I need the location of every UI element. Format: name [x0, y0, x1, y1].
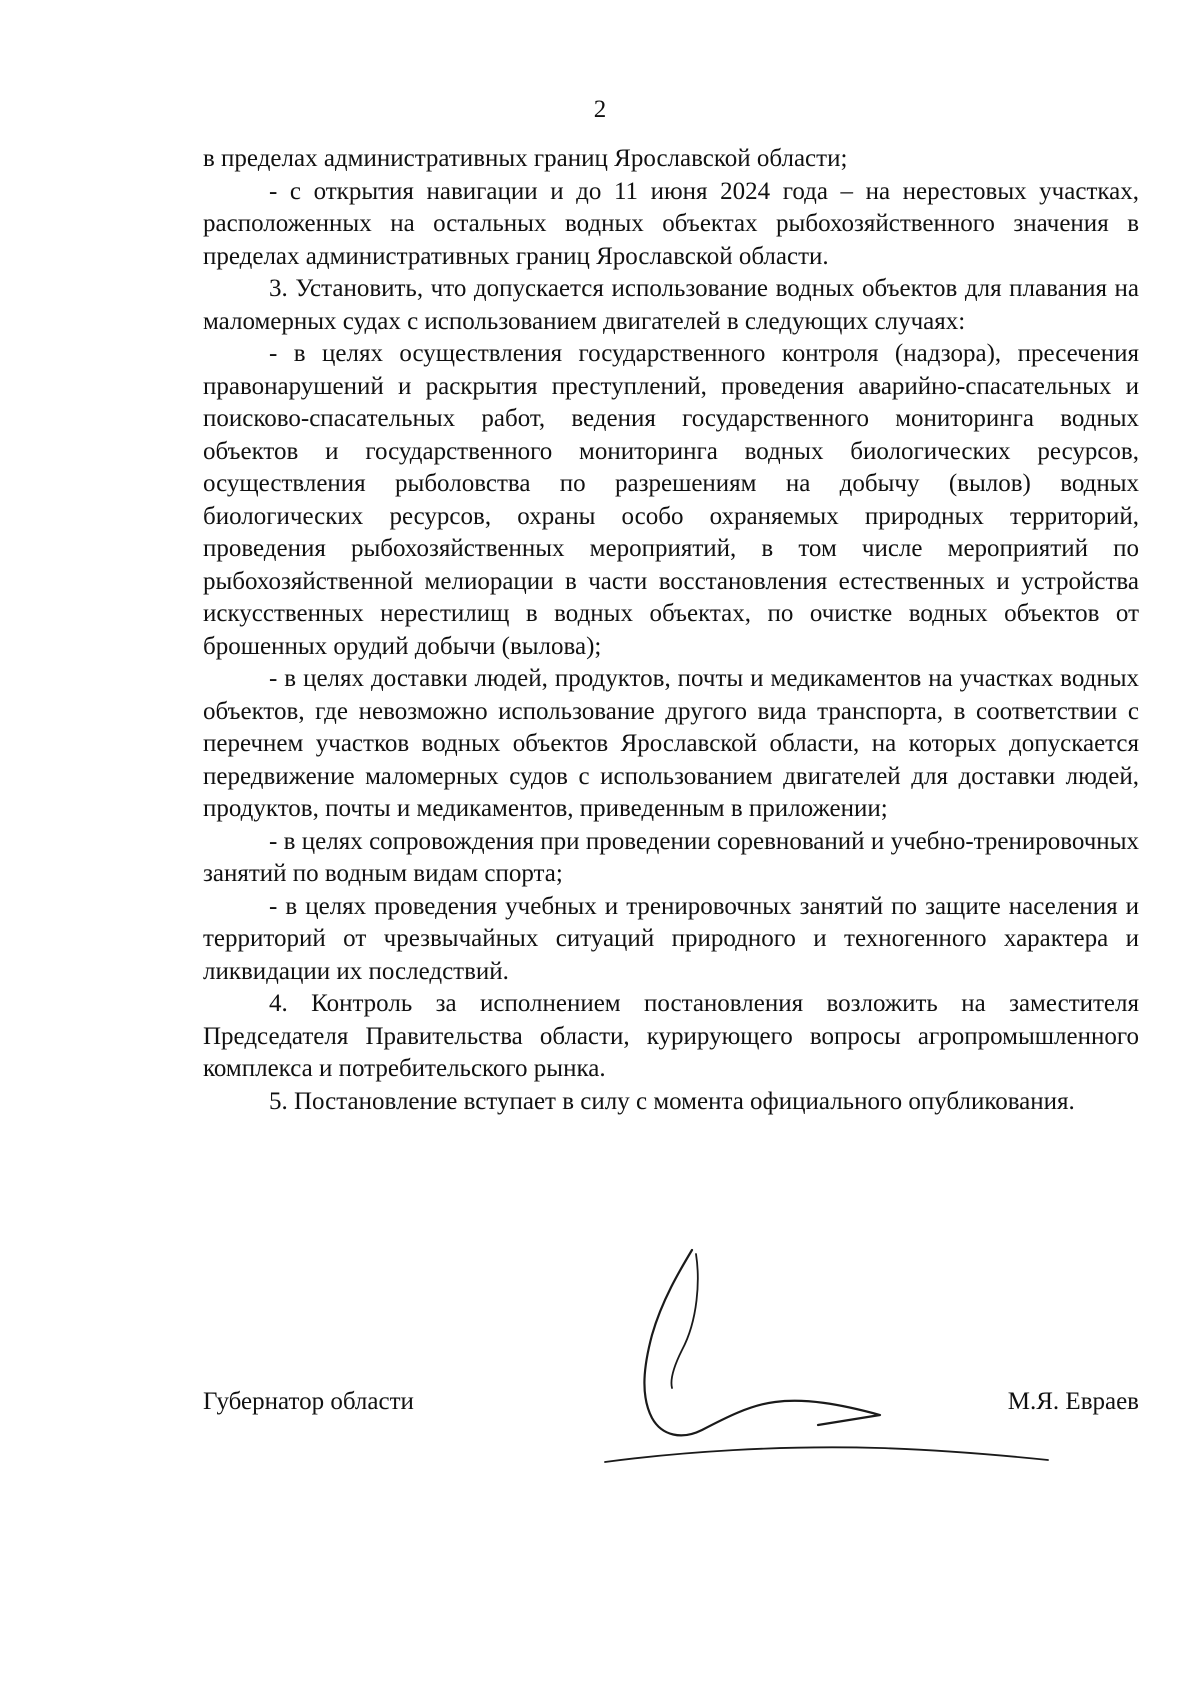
paragraph-7: - в целях проведения учебных и тренировочных занятий по защите населения и территорий от чрезвычайных ситуаций природного и техногенного характера и ликвидации их последствий.: [203, 892, 1139, 985]
page-number: 2: [593, 96, 607, 123]
paragraph-4: - в целях осуществления государственного контроля (надзора), пресечения правонарушений и раскрытия преступлений, проведения аварийно-спасательных и поисково-спасательных работ, ведения государственного мониторинга водных объектов и государственного мониторинга водных биологических ресурсов, осуществления рыболовства по разрешениям на добычу (вылов) водных биологических ресурсов, охраны особо охраняемых природных территорий, проведения рыбохозяйственных мероприятий, в том числе мероприятий по рыбохозяйственной мелиорации в части восстановления естественных и устройства искусственных нерестилищ в водных объектах, по очистке водных объектов от брошенных орудий добычи (вылова);: [203, 340, 1139, 660]
paragraph-8: 4. Контроль за исполнением постановления возложить на заместителя Председателя Правительства области, курирующего вопросы агропромышленного комплекса и потребительского рынка.: [203, 990, 1139, 1082]
paragraph-9: 5. Постановление вступает в силу с момента официального опубликования.: [269, 1087, 1075, 1115]
paragraph-5: - в целях доставки людей, продуктов, почты и медикаментов на участках водных объектов, где невозможно использование другого вида транспорта, в соответствии с перечнем участков водных объектов Ярославской области, на которых допускается передвижение маломерных судов с использованием двигателей для доставки людей, продуктов, почты и медикаментов, приведенным в приложении;: [203, 665, 1139, 822]
paragraph-3: 3. Установить, что допускается использование водных объектов для плавания на маломерных судах с использованием двигателей в следующих случаях:: [203, 275, 1139, 335]
paragraph-2: - с открытия навигации и до 11 июня 2024 года – на нерестовых участках, расположенных на остальных водных объектах рыбохозяйственного значения в пределах административных границ Ярославской области.: [203, 177, 1139, 270]
signature-block: [203, 1388, 1139, 1428]
paragraph-6: - в целях сопровождения при проведении соревнований и учебно-тренировочных занятий по водным видам спорта;: [203, 827, 1139, 887]
signer-name: М.Я. Евраев: [1007, 1388, 1139, 1415]
handwritten-signature: [600, 1240, 1060, 1480]
signer-title: Губернатор области: [203, 1388, 414, 1415]
document-body: [203, 143, 1139, 1118]
paragraph-1: в пределах административных границ Ярославской области;: [203, 145, 848, 172]
